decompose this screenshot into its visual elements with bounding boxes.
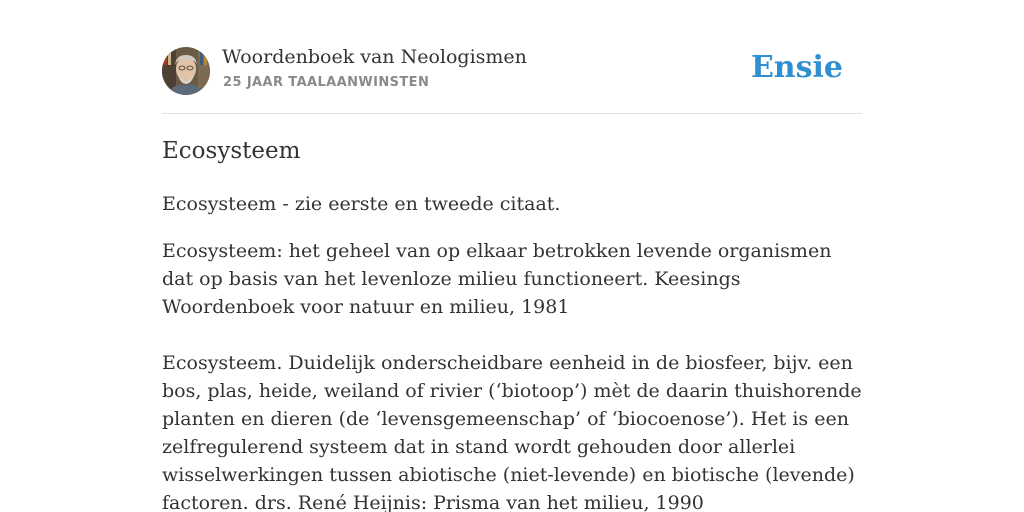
page-title: Ecosysteem xyxy=(162,138,301,164)
author-avatar[interactable] xyxy=(162,47,210,95)
article-paragraph: Ecosysteem - zie eerste en tweede citaat. xyxy=(162,193,561,215)
site-title[interactable]: Woordenboek van Neologismen xyxy=(222,46,527,68)
article-paragraph: Ecosysteem: het geheel van op elkaar betrokken levende organismen dat op basis van het levenloze milieu functioneert. Keesings Woordenboek voor natuur en milieu, 1981 xyxy=(162,240,832,318)
brand-logo[interactable]: Ensie xyxy=(750,50,843,85)
article-paragraph: Ecosysteem. Duidelijk onderscheidbare eenheid in de biosfeer, bijv. een bos, plas, heide, weiland of rivier (‘biotoop’) mèt de daarin thuishorende planten en dieren (de ‘levensgemeenschap’ of ‘biocoenose’). Het is een zelfregulerend systeem dat in stand wordt gehouden door allerlei wisselwerkingen tussen abiotische (niet-levende) en biotische (levende) factoren. drs. René Heijnis: Prisma van het milieu, 1990 xyxy=(162,352,862,512)
site-header xyxy=(162,46,862,96)
author-portrait-icon xyxy=(162,47,210,95)
header-divider xyxy=(162,113,862,114)
site-subtitle: 25 JAAR TAALAANWINSTEN xyxy=(223,75,430,90)
